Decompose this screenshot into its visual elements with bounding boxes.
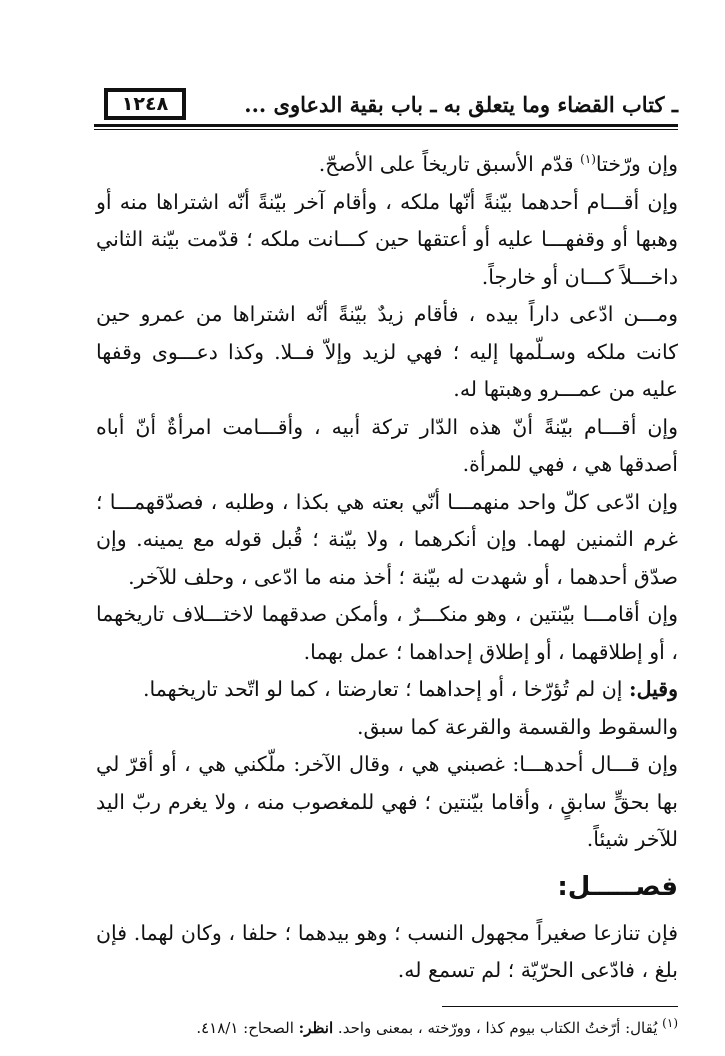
paragraph-1-text-rest: قدّم الأسبق تاريخاً على الأصحّ. [318,152,581,176]
paragraph-3: ومـــن ادّعى داراً بيده ، فأقام زيدٌ بيّنةً أنّه اشتراها من عمرو حين كانت ملكه وسـلّمها إليه ؛ فهي لزيد وإلاّ فــلا. وكذا دعـــوى وقفها عليه من عمـــرو وهبتها له. [96,302,678,401]
page-header [94,82,678,132]
paragraph-6: وإن أقامـــا بيّنتين ، وهو منكـــرٌ ، وأمكن صدقهما لاختـــلاف تاريخهما ، أو إطلاقهما ، أو إطلاق إحداهما ؛ عمل بهما. [96,602,678,664]
running-title: ـ كتاب القضاء وما يتعلق به ـ باب بقية الدعاوى ... [244,92,678,117]
paragraph-1 [96,146,678,184]
footnote-text: يُقال: أرّختُ الكتاب بيوم كذا ، وورّخته ، بمعنى واحد. [337,1019,658,1037]
paragraph-9: وإن قـــال أحدهـــا: غصبني هي ، وقال الآخر: ملّكني هي ، أو أقرّ لي بها بحقٍّ سابقٍ ، وأقاما بيّنتين ؛ فهي للمغصوب منه ، ولا يغرم ربّ اليد للآخر شيئاً. [96,752,678,851]
paragraph-4: وإن أقـــام بيّنةً أنّ هذه الدّار تركة أبيه ، وأقـــامت امرأةٌ أنّ أباه أصدقها هي ، فهي للمرأة. [96,414,678,476]
paragraph-10: فإن تنازعا صغيراً مجهول النسب ؛ وهو بيدهما ؛ حلفا ، وكان لهما. فإن بلغ ، فادّعى الحرّيّة ؛ لم تسمع له. [96,920,678,982]
paragraph-2: وإن أقـــام أحدهما بيّنةً أنّها ملكه ، وأقام آخر بيّنةً أنّه اشتراها منه أو وهبها أو وقفهـــا عليه أو أعتقها حين كـــانت ملكه ؛ قدّمت بيّنة الثاني داخـــلاً كـــان أو خارجاً. [96,189,678,289]
paragraph-7 [96,671,678,709]
body-text [96,146,678,990]
paragraph-7-text: إن لم تُؤرّخا ، أو إحداهما ؛ تعارضتا ، كما لو اتّحد تاريخهما. [142,677,630,701]
paragraph-7-lead: وقيل: [629,677,678,701]
footnote-divider [442,1006,678,1007]
section-heading: فصـــــل: [557,871,678,902]
footnote-number: (١) [662,1016,678,1030]
header-rule-thin [94,129,678,130]
paragraph-1-text: وإن ورّختا [595,152,678,176]
footnote [96,1016,678,1037]
paragraph-8: والسقوط والقسمة والقرعة كما سبق. [356,714,678,739]
footnote-see-reference: الصحاح: ٤١٨/١. [196,1019,294,1037]
footnote-see-label: انظر: [298,1019,334,1037]
page-number: ١٢٤٨ [121,93,169,115]
header-rule-thick [94,124,678,127]
page-number-box [104,88,186,120]
paragraph-5: وإن ادّعى كلّ واحد منهمـــا أنّي بعته هي بكذا ، وطلبه ، فصدّقهمـــا ؛ غرم الثمنين لهما. وإن أنكرهما ، ولا بيّنة ؛ قُبل قوله مع يمينه. وإن صدّق أحدهما ، أو شهدت له بيّنة ؛ أخذ منه ما ادّعى ، وحلف للآخر. [96,489,678,589]
footnote-reference: (١) [580,152,596,167]
